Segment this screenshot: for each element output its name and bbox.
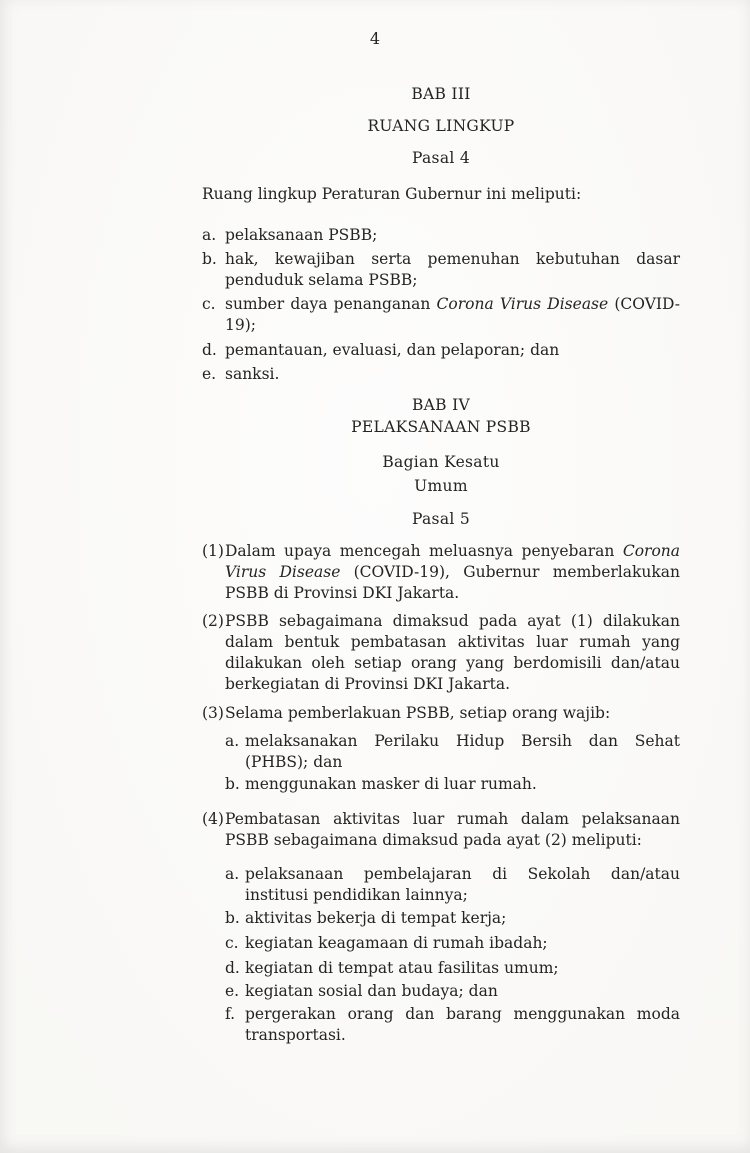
list-marker: e. <box>225 982 240 1000</box>
list-item-text: sumber daya penanganan Corona Virus Disease (COVID-19); <box>225 295 680 334</box>
list-item <box>225 864 680 906</box>
list-item-text: pelaksanaan pembelajaran di Sekolah dan/atau institusi pendidikan lainnya; <box>245 865 680 904</box>
list-item <box>225 933 680 954</box>
pasal-4-heading: Pasal 4 <box>411 149 470 167</box>
list-marker: f. <box>225 1005 236 1023</box>
list-item-text: kegiatan keagamaan di rumah ibadah; <box>245 934 548 952</box>
ayat-text: Pembatasan aktivitas luar rumah dalam pelaksanaan PSBB sebagaimana dimaksud pada ayat (2) meliputi: <box>225 810 680 849</box>
list-item <box>225 731 680 773</box>
ayat-text: PSBB sebagaimana dimaksud pada ayat (1) dilakukan dalam bentuk pembatasan aktivitas luar rumah yang dilakukan oleh setiap orang yang berdomisili dan/atau berkegiatan di Provinsi DKI Jakarta. <box>225 612 680 693</box>
ayat-marker: (3) <box>202 704 224 722</box>
chapter-4-subtitle: PELAKSANAAN PSBB <box>351 418 531 436</box>
ayat-text: Selama pemberlakuan PSBB, setiap orang wajib: <box>225 704 611 722</box>
list-item-text: aktivitas bekerja di tempat kerja; <box>245 909 507 927</box>
list-marker: c. <box>202 295 216 313</box>
ayat-4 <box>202 809 680 851</box>
list-marker: a. <box>225 865 240 883</box>
ayat-text: Dalam upaya mencegah meluasnya penyebaran Corona Virus Disease (COVID-19), Gubernur memberlakukan PSBB di Provinsi DKI Jakarta. <box>225 542 680 602</box>
list-marker: a. <box>202 226 217 244</box>
list-marker: d. <box>225 959 240 977</box>
list-marker: e. <box>202 365 217 383</box>
list-item-text: pergerakan orang dan barang menggunakan moda transportasi. <box>245 1005 680 1044</box>
pasal-5-heading: Pasal 5 <box>411 510 470 528</box>
list-item <box>225 958 680 979</box>
ayat-4-sublist <box>225 864 680 1046</box>
list-item <box>225 981 680 1002</box>
page-number: 4 <box>369 29 381 48</box>
list-item <box>225 774 680 795</box>
ayat-3 <box>202 703 680 724</box>
list-item <box>202 364 680 385</box>
list-item-text: menggunakan masker di luar rumah. <box>245 775 537 793</box>
list-item-text: pemantauan, evaluasi, dan pelaporan; dan <box>225 341 560 359</box>
pasal-4-intro: Ruang lingkup Peraturan Gubernur ini meliputi: <box>202 185 582 203</box>
list-item <box>202 294 680 336</box>
list-item-text: hak, kewajiban serta pemenuhan kebutuhan dasar penduduk selama PSBB; <box>225 250 680 289</box>
list-item-text: melaksanakan Perilaku Hidup Bersih dan Sehat (PHBS); dan <box>245 732 680 771</box>
ayat-marker: (2) <box>202 612 224 630</box>
list-item <box>202 340 680 361</box>
ayat-2 <box>202 611 680 695</box>
bagian-subtitle: Umum <box>414 477 468 495</box>
bagian-heading: Bagian Kesatu <box>382 453 500 471</box>
pasal-4-list <box>202 225 680 385</box>
list-marker: b. <box>202 250 217 268</box>
list-item-text: kegiatan sosial dan budaya; dan <box>245 982 498 1000</box>
list-item-text: kegiatan di tempat atau fasilitas umum; <box>245 959 559 977</box>
ayat-marker: (4) <box>202 810 224 828</box>
ayat-1 <box>202 541 680 604</box>
list-marker: c. <box>225 934 239 952</box>
list-item <box>202 249 680 291</box>
list-marker: a. <box>225 732 240 750</box>
list-item <box>225 1004 680 1046</box>
chapter-4-heading: BAB IV <box>411 396 471 414</box>
document-body <box>202 84 680 1046</box>
ayat-marker: (1) <box>202 542 224 560</box>
list-item <box>202 225 680 246</box>
chapter-3-heading: BAB III <box>411 85 471 103</box>
list-item-text: pelaksanaan PSBB; <box>225 226 378 244</box>
list-marker: b. <box>225 775 240 793</box>
chapter-3-subtitle: RUANG LINGKUP <box>367 117 515 135</box>
list-marker: d. <box>202 341 217 359</box>
ayat-3-sublist <box>225 731 680 795</box>
list-marker: b. <box>225 909 240 927</box>
list-item-text: sanksi. <box>225 365 280 383</box>
list-item <box>225 908 680 929</box>
